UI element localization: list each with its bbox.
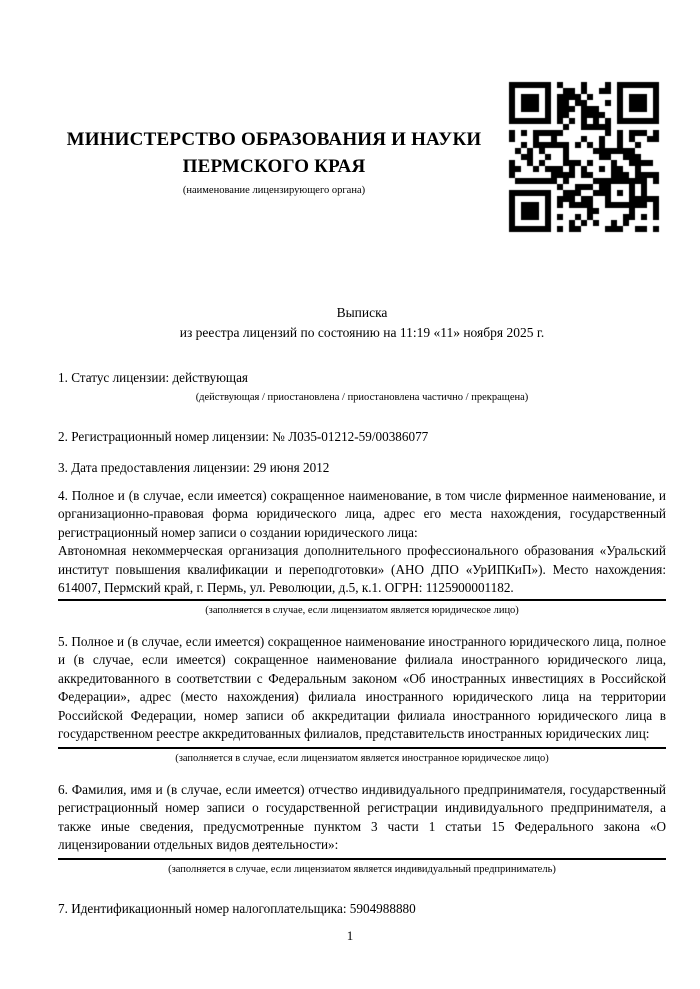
license-status-text: 1. Статус лицензии: действующая (58, 370, 249, 385)
individual-entrepreneur-label: 6. Фамилия, имя и (в случае, если имеется) отчество индивидуального предпринимателя, государственный регистрационный номер записи о государственной регистрации индивидуального предпринимателя, а также иные сведения, предусмотренные пунктом 3 части 1 статьи 15 Федерального закона «О лицензировании отдельных видов деятельности»: (58, 781, 666, 852)
document-subtitle: из реестра лицензий по состоянию на 11:19 «11» ноября 2025 г. (179, 325, 545, 340)
individual-entrepreneur-note: (заполняется в случае, если лицензиатом является индивидуальный предприниматель) (168, 863, 556, 875)
legal-entity-value: Автономная некоммерческая организация дополнительного профессионального образования «Уральский институт повышения квалификации и переподготовки» (АНО ДПО «УрИПКиП»). Место нахождения: 614007, Пермский край, г. Пермь, ул. Революции, д.5, к.1. ОГРН: 1125900001182. (58, 542, 666, 601)
foreign-legal-entity-note: (заполняется в случае, если лицензиатом является иностранное юридическое лицо) (175, 752, 549, 764)
taxpayer-id-text: 7. Идентификационный номер налогоплательщика: 5904988880 (58, 900, 416, 916)
licensing-authority-header (58, 126, 490, 197)
item-individual-entrepreneur (58, 781, 666, 877)
item-legal-entity (58, 487, 666, 618)
ministry-caption: (наименование лицензирующего органа) (182, 185, 366, 196)
item-license-grant-date (58, 459, 666, 478)
license-grant-date-text: 3. Дата предоставления лицензии: 29 июня 2012 (58, 460, 330, 475)
ministry-name-line2: ПЕРМСКОГО КРАЯ (182, 156, 366, 177)
legal-entity-label: 4. Полное и (в случае, если имеется) сокращенное наименование, в том числе фирменное наименование, и организационно-правовая форма юридического лица, адрес его места нахождения, государственный регистрационный номер записи о создании юридического лица: (58, 487, 666, 540)
registration-number-text: 2. Регистрационный номер лицензии: № Л035-01212-59/00386077 (58, 428, 429, 444)
license-status-options-note: (действующая / приостановлена / приостановлена частично / прекращена) (195, 391, 529, 403)
item-registration-number (58, 428, 666, 447)
item-taxpayer-id (58, 900, 666, 919)
item-foreign-legal-entity (58, 633, 666, 766)
legal-entity-note: (заполняется в случае, если лицензиатом является юридическое лицо) (205, 604, 519, 616)
qr-code (505, 78, 663, 236)
document-body (58, 369, 666, 918)
document-title-block (58, 303, 666, 343)
foreign-legal-entity-label: 5. Полное и (в случае, если имеется) сокращенное наименование иностранного юридического лица, полное и (в случае, если имеется) сокращенное наименование филиала иностранного юридического лица, аккредитованного в соответствии с Федеральным законом «Об иностранных инвестициях в Российской Федерации», адрес (место нахождения) филиала иностранного юридического лица на территории Российской Федерации, номер записи об аккредитации филиала иностранного юридического лица в государственном реестре аккредитованных филиалов, представительств иностранных юридических лиц: (58, 633, 666, 741)
document-title: Выписка (336, 305, 388, 320)
ministry-name-line1: МИНИСТЕРСТВО ОБРАЗОВАНИЯ И НАУКИ (66, 129, 482, 150)
page-footer (0, 928, 700, 944)
page-number: 1 (346, 928, 354, 943)
item-license-status (58, 369, 666, 405)
